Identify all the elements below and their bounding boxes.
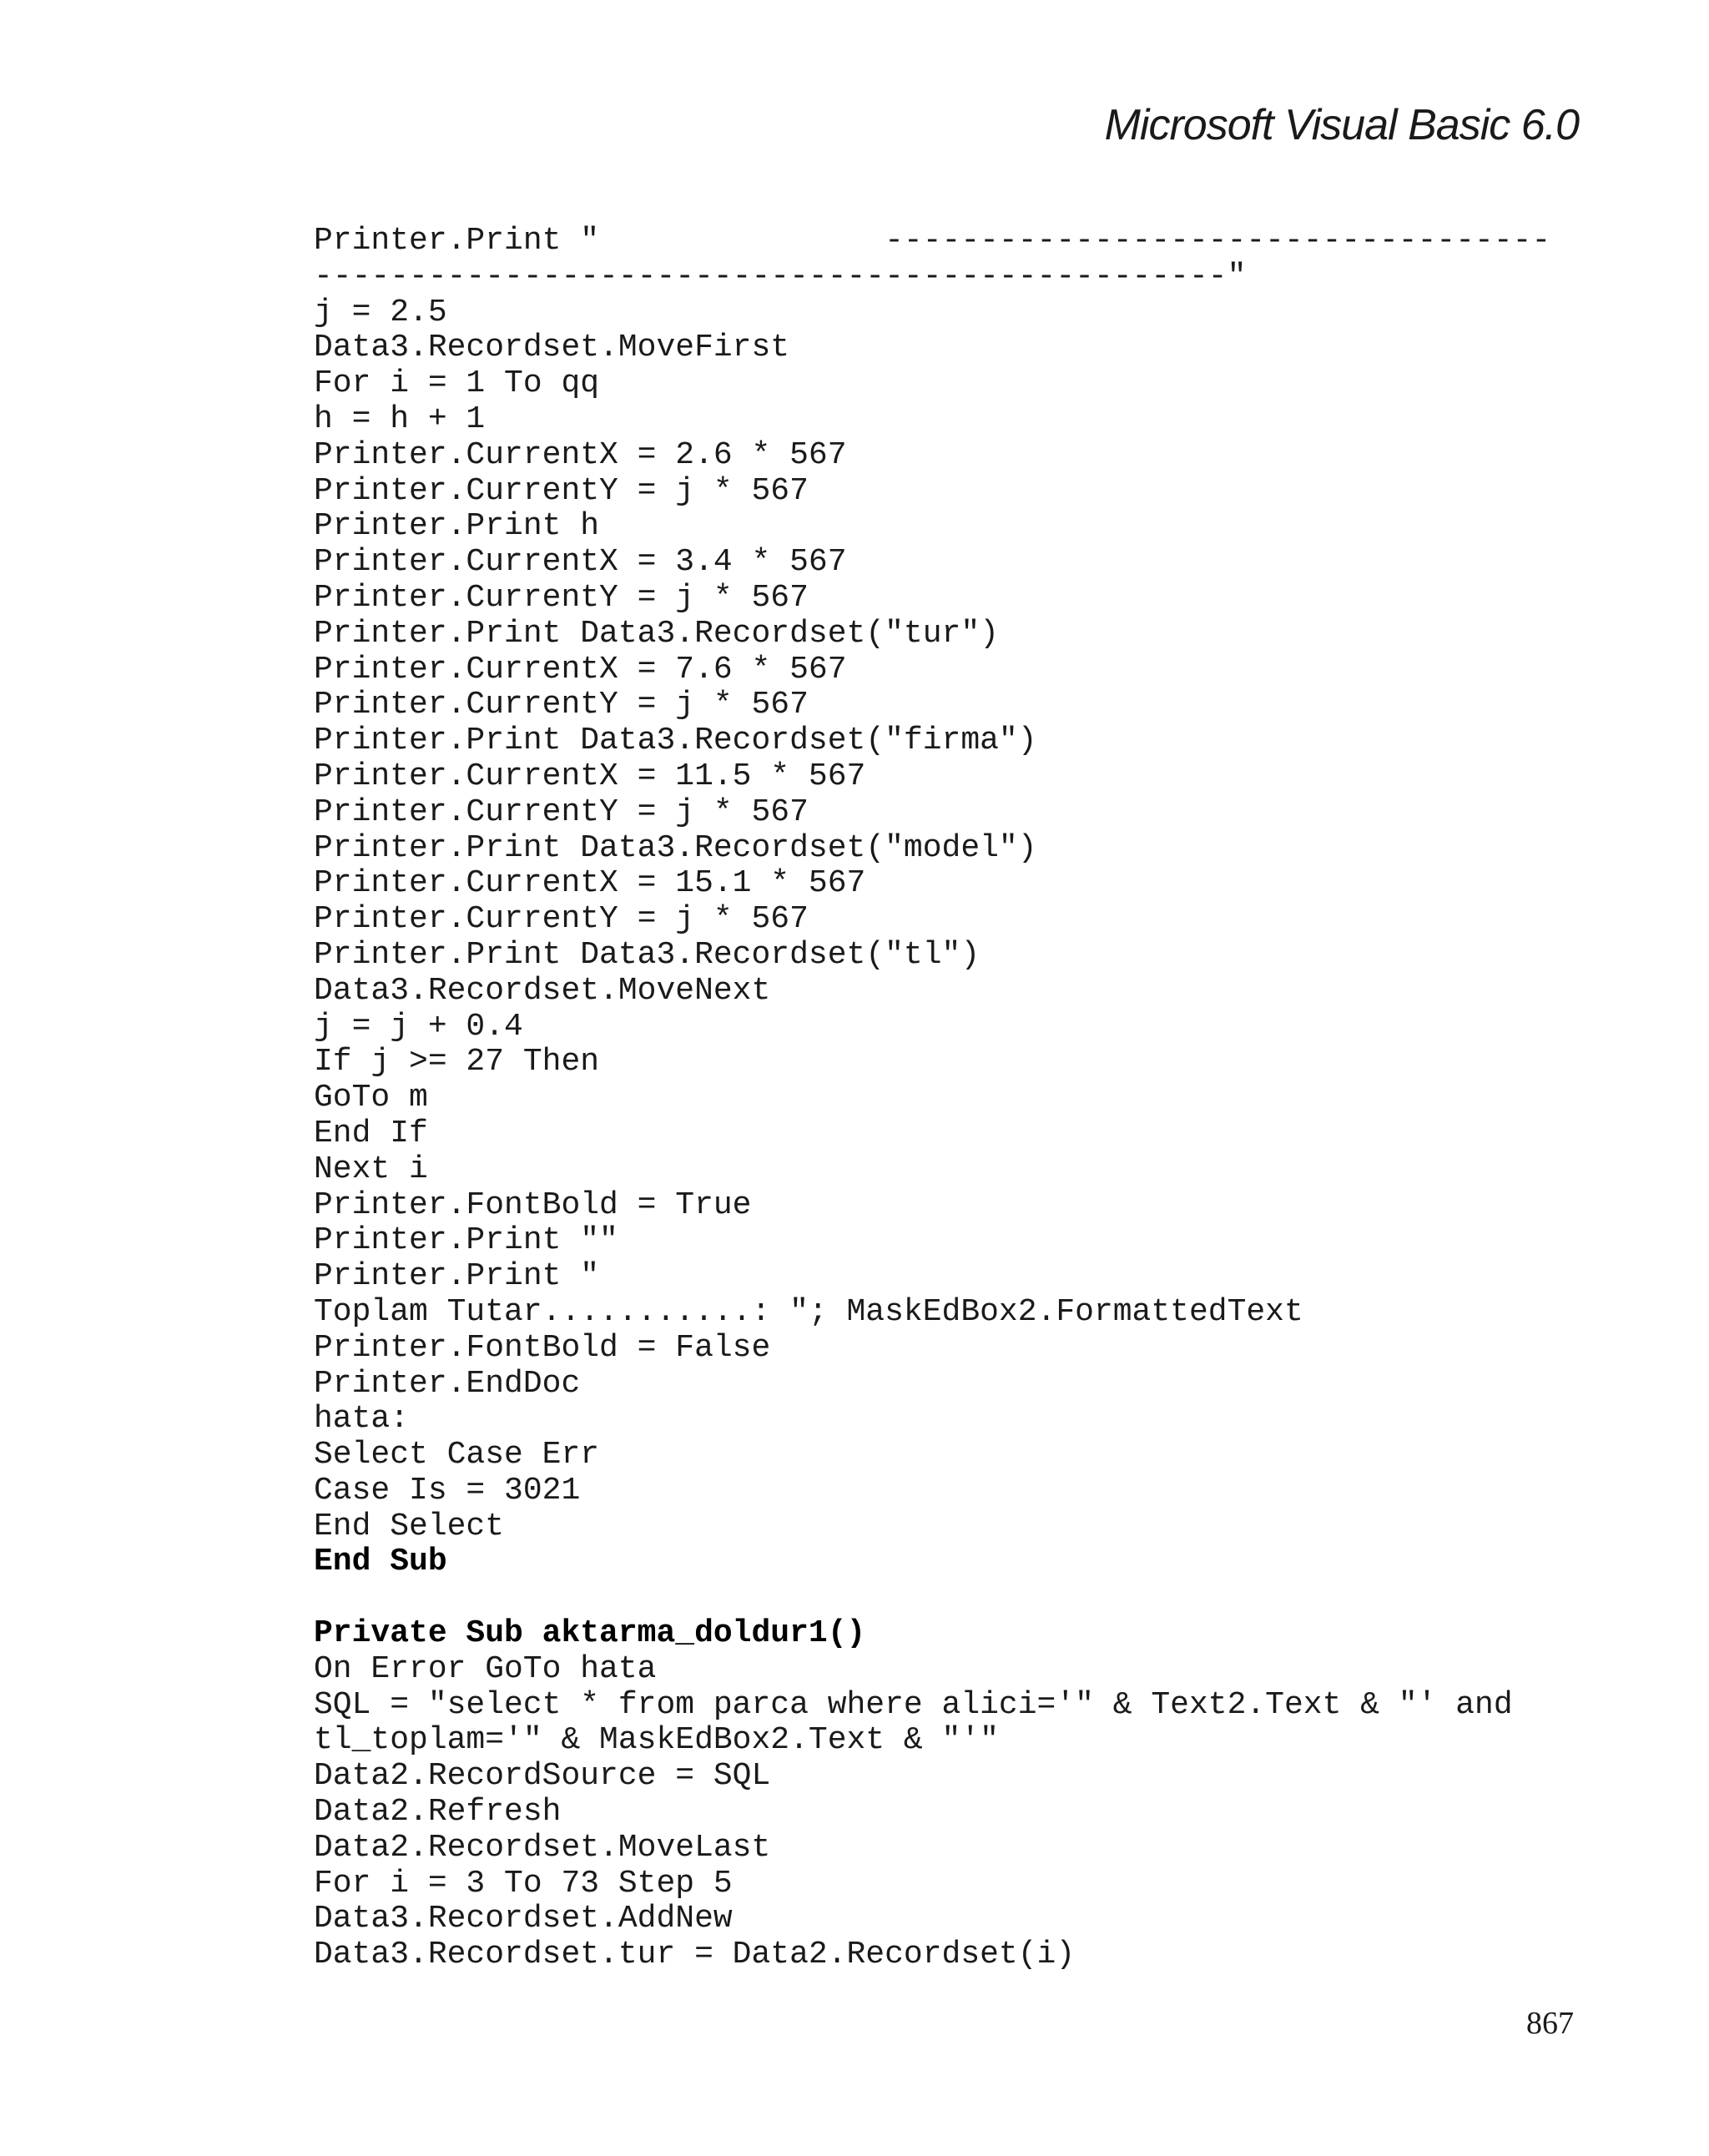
code-line: For i = 3 To 73 Step 5 bbox=[314, 1865, 733, 1902]
code-line: End Sub bbox=[314, 1544, 447, 1580]
code-line: Case Is = 3021 bbox=[314, 1472, 581, 1509]
code-line: j = j + 0.4 bbox=[314, 1008, 523, 1045]
code-listing bbox=[314, 224, 1582, 1973]
code-line: GoTo m bbox=[314, 1080, 428, 1116]
code-line: Printer.CurrentX = 15.1 * 567 bbox=[314, 865, 866, 902]
code-line: Data3.Recordset.MoveFirst bbox=[314, 330, 790, 366]
code-line: Printer.Print Data3.Recordset("tur") bbox=[314, 615, 999, 652]
code-line: Printer.Print " bbox=[314, 1258, 600, 1295]
code-line: If j >= 27 Then bbox=[314, 1044, 600, 1081]
code-line: Printer.CurrentX = 11.5 * 567 bbox=[314, 758, 866, 794]
code-line: Private Sub aktarma_doldur1() bbox=[314, 1615, 866, 1652]
code-line: End If bbox=[314, 1115, 428, 1151]
code-line: ------------------------------------------------" bbox=[314, 258, 1247, 295]
code-line: Toplam Tutar...........: "; MaskEdBox2.FormattedText bbox=[314, 1293, 1303, 1330]
code-line: Select Case Err bbox=[314, 1437, 600, 1473]
code-line: Printer.CurrentY = j * 567 bbox=[314, 579, 809, 616]
code-line: Printer.CurrentX = 2.6 * 567 bbox=[314, 436, 847, 473]
code-line: Printer.FontBold = False bbox=[314, 1329, 771, 1366]
code-line: Printer.Print "" bbox=[314, 1222, 618, 1259]
code-line: Next i bbox=[314, 1151, 428, 1187]
code-line: Printer.Print Data3.Recordset("model") bbox=[314, 829, 1037, 866]
code-line: Data2.Recordset.MoveLast bbox=[314, 1829, 771, 1866]
code-line: Printer.CurrentX = 3.4 * 567 bbox=[314, 544, 847, 581]
code-line: Printer.Print h bbox=[314, 508, 600, 545]
code-line: Printer.EndDoc bbox=[314, 1365, 581, 1402]
code-line: Printer.FontBold = True bbox=[314, 1186, 752, 1223]
code-line: SQL = "select * from parca where alici='" & Text2.Text & "' and bbox=[314, 1686, 1513, 1723]
code-line: hata: bbox=[314, 1401, 410, 1438]
page-number: 867 bbox=[1526, 2006, 1574, 2041]
code-line bbox=[314, 1580, 1582, 1616]
code-line: Printer.CurrentX = 7.6 * 567 bbox=[314, 651, 847, 688]
code-line: tl_toplam='" & MaskEdBox2.Text & "'" bbox=[314, 1722, 999, 1759]
code-line: Data3.Recordset.AddNew bbox=[314, 1901, 733, 1937]
code-line: Printer.CurrentY = j * 567 bbox=[314, 472, 809, 509]
code-line: Data2.RecordSource = SQL bbox=[314, 1758, 771, 1795]
code-line: On Error GoTo hata bbox=[314, 1650, 657, 1687]
code-line: Printer.CurrentY = j * 567 bbox=[314, 901, 809, 938]
code-line: End Select bbox=[314, 1508, 505, 1544]
code-line: Printer.CurrentY = j * 567 bbox=[314, 793, 809, 830]
code-line: Printer.Print " ----------------------------------- bbox=[314, 223, 1551, 259]
code-line: Data2.Refresh bbox=[314, 1794, 562, 1831]
code-line: Printer.Print Data3.Recordset("tl") bbox=[314, 936, 981, 973]
code-line: j = 2.5 bbox=[314, 294, 447, 330]
code-line: h = h + 1 bbox=[314, 400, 486, 437]
code-line: For i = 1 To qq bbox=[314, 365, 600, 402]
code-line: Printer.CurrentY = j * 567 bbox=[314, 687, 809, 723]
code-line: Data3.Recordset.tur = Data2.Recordset(i) bbox=[314, 1937, 1076, 1973]
code-line: Printer.Print Data3.Recordset("firma") bbox=[314, 723, 1037, 759]
code-line: Data3.Recordset.MoveNext bbox=[314, 972, 771, 1009]
running-header-title: Microsoft Visual Basic 6.0 bbox=[1104, 101, 1579, 149]
